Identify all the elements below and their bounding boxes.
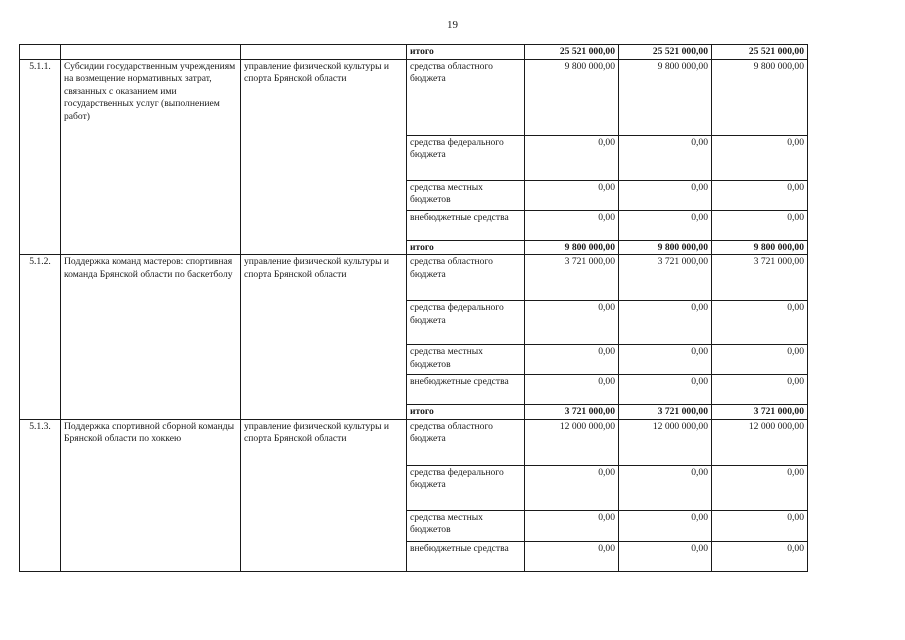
amount-cell: 0,00: [525, 301, 619, 345]
amount-cell: 0,00: [712, 301, 808, 345]
measure-executor: управление физической культуры и спорта Брянской области: [241, 419, 407, 571]
page-number: 19: [447, 19, 458, 31]
budget-table: [19, 44, 808, 572]
amount-cell: 0,00: [525, 210, 619, 240]
amount-cell: 3 721 000,00: [525, 405, 619, 420]
funding-source-cell: внебюджетные средства: [407, 375, 525, 405]
code-cell: [20, 45, 61, 60]
amount-cell: 0,00: [619, 210, 712, 240]
measure-name: Субсидии государственным учреждениям на возмещение нормативных затрат, связанных с оказанием ими государственных услуг (выполнением работ): [61, 59, 241, 255]
funding-source-cell: средства федерального бюджета: [407, 465, 525, 510]
funding-source-cell: средства федерального бюджета: [407, 301, 525, 345]
funding-source-cell: средства федерального бюджета: [407, 135, 525, 180]
amount-cell: 0,00: [619, 180, 712, 210]
amount-cell: 0,00: [525, 375, 619, 405]
amount-cell: 0,00: [619, 465, 712, 510]
amount-cell: 9 800 000,00: [712, 59, 808, 135]
funding-source-cell: средства областного бюджета: [407, 59, 525, 135]
amount-cell: 0,00: [619, 301, 712, 345]
measure-executor: управление физической культуры и спорта Брянской области: [241, 255, 407, 420]
funding-source-cell: итого: [407, 405, 525, 420]
funding-source-cell: внебюджетные средства: [407, 210, 525, 240]
amount-cell: 0,00: [525, 541, 619, 571]
funding-source-cell: итого: [407, 240, 525, 255]
amount-cell: 0,00: [525, 180, 619, 210]
table-row: [20, 419, 808, 465]
measure-name: Поддержка спортивной сборной команды Брянской области по хоккею: [61, 419, 241, 571]
amount-cell: 9 800 000,00: [525, 59, 619, 135]
amount-cell: 12 000 000,00: [525, 419, 619, 465]
amount-cell: 0,00: [712, 541, 808, 571]
name-cell: [61, 45, 241, 60]
amount-cell: 9 800 000,00: [619, 59, 712, 135]
top-total-row: [20, 45, 808, 60]
measure-code: 5.1.2.: [20, 255, 61, 420]
table-row: [20, 59, 808, 135]
funding-source-cell: средства местных бюджетов: [407, 180, 525, 210]
amount-cell: 25 521 000,00: [712, 45, 808, 60]
amount-cell: 0,00: [619, 345, 712, 375]
amount-cell: 0,00: [712, 180, 808, 210]
amount-cell: 0,00: [525, 135, 619, 180]
amount-cell: 3 721 000,00: [619, 405, 712, 420]
amount-cell: 9 800 000,00: [619, 240, 712, 255]
funding-source-cell: средства областного бюджета: [407, 255, 525, 301]
table-row: [20, 255, 808, 301]
amount-cell: 0,00: [712, 510, 808, 541]
amount-cell: 0,00: [712, 345, 808, 375]
amount-cell: 0,00: [525, 345, 619, 375]
amount-cell: 3 721 000,00: [525, 255, 619, 301]
executor-cell: [241, 45, 407, 60]
amount-cell: 3 721 000,00: [712, 255, 808, 301]
amount-cell: 0,00: [619, 375, 712, 405]
funding-source-cell: средства местных бюджетов: [407, 345, 525, 375]
amount-cell: 9 800 000,00: [712, 240, 808, 255]
funding-source-cell: средства областного бюджета: [407, 419, 525, 465]
funding-source-cell: итого: [407, 45, 525, 60]
amount-cell: 0,00: [619, 541, 712, 571]
amount-cell: 0,00: [712, 135, 808, 180]
amount-cell: 9 800 000,00: [525, 240, 619, 255]
amount-cell: 12 000 000,00: [619, 419, 712, 465]
amount-cell: 0,00: [712, 465, 808, 510]
amount-cell: 3 721 000,00: [619, 255, 712, 301]
amount-cell: 0,00: [525, 465, 619, 510]
measure-executor: управление физической культуры и спорта Брянской области: [241, 59, 407, 255]
funding-source-cell: внебюджетные средства: [407, 541, 525, 571]
amount-cell: 12 000 000,00: [712, 419, 808, 465]
amount-cell: 0,00: [712, 210, 808, 240]
measure-name: Поддержка команд мастеров: спортивная команда Брянской области по баскетболу: [61, 255, 241, 420]
amount-cell: 3 721 000,00: [712, 405, 808, 420]
measure-code: 5.1.1.: [20, 59, 61, 255]
amount-cell: 0,00: [619, 135, 712, 180]
funding-source-cell: средства местных бюджетов: [407, 510, 525, 541]
measure-code: 5.1.3.: [20, 419, 61, 571]
amount-cell: 25 521 000,00: [525, 45, 619, 60]
amount-cell: 0,00: [712, 375, 808, 405]
amount-cell: 0,00: [525, 510, 619, 541]
amount-cell: 25 521 000,00: [619, 45, 712, 60]
amount-cell: 0,00: [619, 510, 712, 541]
budget-table-body: [20, 45, 808, 572]
